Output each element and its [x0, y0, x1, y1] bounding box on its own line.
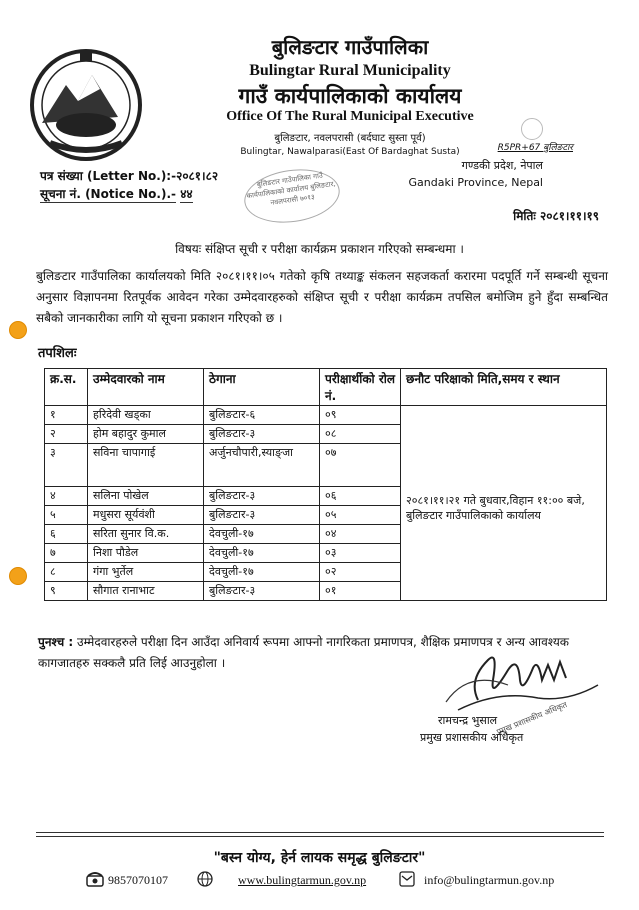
footer-motto: "बस्न योग्य, हेर्न लायक समृद्ध बुलिङटार"	[213, 850, 426, 866]
office-stamp: बुलिङटार गाउँपालिका गाउँ कार्यपालिकाको कार्यालय बुलिङटार, नवलपरासी ७०१३	[241, 164, 343, 229]
cell-roll: ०६	[320, 487, 401, 506]
cell-sn: ३	[45, 444, 88, 487]
candidate-table	[44, 368, 607, 601]
cell-name: हरिदेवी खड्का	[88, 406, 204, 425]
cell-address: देवचुली-१७	[204, 525, 320, 544]
office-name-en: Office Of The Rural Municipal Executive	[226, 109, 474, 124]
cell-address: अर्जुनचौपारी,स्याङ्जा	[204, 444, 320, 487]
cell-sn: ५	[45, 506, 88, 525]
document-date: मितिः २०८१।११।१९	[513, 209, 599, 223]
province-en: Gandaki Province, Nepal	[408, 176, 543, 189]
table-header-row	[45, 369, 607, 406]
cell-address: देवचुली-१७	[204, 544, 320, 563]
signatory-name: रामचन्द्र भुसाल	[438, 714, 498, 727]
cell-sn: १	[45, 406, 88, 425]
notice-number-value: ४४	[180, 187, 193, 201]
signature-stamp: प्रमुख प्रशासकीय अधिकृत	[495, 700, 569, 737]
notice-number	[40, 185, 193, 202]
cell-address: बुलिङटार-३	[204, 487, 320, 506]
cell-name: निशा पौडेल	[88, 544, 204, 563]
cell-address: बुलिङटार-३	[204, 582, 320, 601]
cell-roll: ०२	[320, 563, 401, 582]
col-header-roll: परीक्षार्थीको रोल नं.	[320, 369, 401, 406]
subject-line: विषयः संक्षिप्त सूची र परीक्षा कार्यक्रम प्रकाशन गरिएको सम्बन्धमा ।	[175, 242, 464, 256]
footer-phone: 9857070107	[108, 873, 168, 887]
cell-roll: ०५	[320, 506, 401, 525]
details-label: तपशिलः	[38, 346, 77, 361]
cell-sn: ९	[45, 582, 88, 601]
footer-divider	[36, 832, 604, 833]
postscript-label: पुनश्च :	[38, 635, 74, 649]
cell-name: सलिना पोखेल	[88, 487, 204, 506]
cell-name: सरिता सुनार वि.क.	[88, 525, 204, 544]
highlight-dot	[9, 567, 27, 585]
cell-address: बुलिङटार-३	[204, 425, 320, 444]
municipality-name-en: Bulingtar Rural Municipality	[249, 62, 451, 79]
cell-name: सौगात रानाभाट	[88, 582, 204, 601]
cell-sn: ४	[45, 487, 88, 506]
cell-sn: ६	[45, 525, 88, 544]
cell-name: सविना चापागाई	[88, 444, 204, 487]
col-header-sn: क्र.स.	[45, 369, 88, 406]
cell-address: बुलिङटार-६	[204, 406, 320, 425]
notice-number-label: सूचना नं. (Notice No.).-	[40, 187, 176, 201]
cell-roll: ०१	[320, 582, 401, 601]
col-header-address: ठेगाना	[204, 369, 320, 406]
cell-roll: ०४	[320, 525, 401, 544]
cell-name: गंगा भुर्तेल	[88, 563, 204, 582]
cell-sn: ७	[45, 544, 88, 563]
cell-address: देवचुली-१७	[204, 563, 320, 582]
cell-sn: २	[45, 425, 88, 444]
qr-mark-icon	[521, 118, 543, 140]
address-en: Bulingtar, Nawalparasi(East Of Bardaghat Susta)	[240, 147, 460, 157]
registration-code: R5PR+67 बुलिङटार	[497, 143, 573, 153]
phone-icon	[86, 871, 104, 887]
address-np: बुलिङटार, नवलपरासी (बर्दघाट सुस्ता पूर्व)	[274, 133, 426, 144]
col-header-exam: छनौट परिक्षाको मिति,समय र स्थान	[401, 369, 607, 406]
notice-body: बुलिङटार गाउँपालिका कार्यालयको मिति २०८१।११।०५ गतेको कृषि तथ्याङ्क संकलन सहजकर्ता करारमा पदपूर्ति गर्ने सम्बन्धी सूचना अनुसार विज्ञापनमा रितपूर्वक आवेदन गरेका उम्मेदवारहरुको संक्षिप्त सूची र परीक्षा कार्यक्रम तपसिल बमोजिम हुने हुँदा सम्बन्धित सबैको जानकारीका लागि यो सूचना प्रकाशन गरिएको छ ।	[36, 269, 608, 325]
table-row	[45, 406, 607, 425]
municipality-name-np: बुलिङटार गाउँपालिका	[271, 35, 429, 59]
letter-number: पत्र संख्या (Letter No.):-२०८१।८२	[40, 169, 219, 183]
signatory-title: प्रमुख प्रशासकीय अधिकृत	[420, 731, 524, 744]
footer-website-link[interactable]: www.bulingtarmun.gov.np	[238, 873, 367, 887]
province-np: गण्डकी प्रदेश, नेपाल	[461, 159, 543, 172]
cell-sn: ८	[45, 563, 88, 582]
footer-email-link[interactable]: info@bulingtarmun.gov.np	[424, 873, 555, 887]
cell-roll: ०३	[320, 544, 401, 563]
highlight-dot	[9, 321, 27, 339]
footer-divider	[36, 836, 604, 837]
email-icon	[398, 871, 416, 887]
cell-name: होम बहादुर कुमाल	[88, 425, 204, 444]
cell-exam-info: २०८१।११।२१ गते बुधवार,विहान ११:०० बजे, बुलिङटार गाउँपालिकाको कार्यालय	[401, 406, 607, 601]
cell-roll: ०८	[320, 425, 401, 444]
col-header-name: उम्मेदवारको नाम	[88, 369, 204, 406]
cell-address: बुलिङटार-३	[204, 506, 320, 525]
globe-icon	[196, 871, 214, 887]
postscript-text: उम्मेदवारहरुले परीक्षा दिन आउँदा अनिवार्य रूपमा आफ्नो नागरिकता प्रमाणपत्र, शैक्षिक प्रमाणपत्र र अन्य आवश्यक कागजातहरु सक्कलै प्रति लिई आउनुहोला ।	[38, 635, 570, 670]
cell-roll: ०७	[320, 444, 401, 487]
office-name-np: गाउँ कार्यपालिकाको कार्यालय	[238, 84, 462, 108]
cell-roll: ०९	[320, 406, 401, 425]
cell-name: मधुसरा सूर्यवंशी	[88, 506, 204, 525]
